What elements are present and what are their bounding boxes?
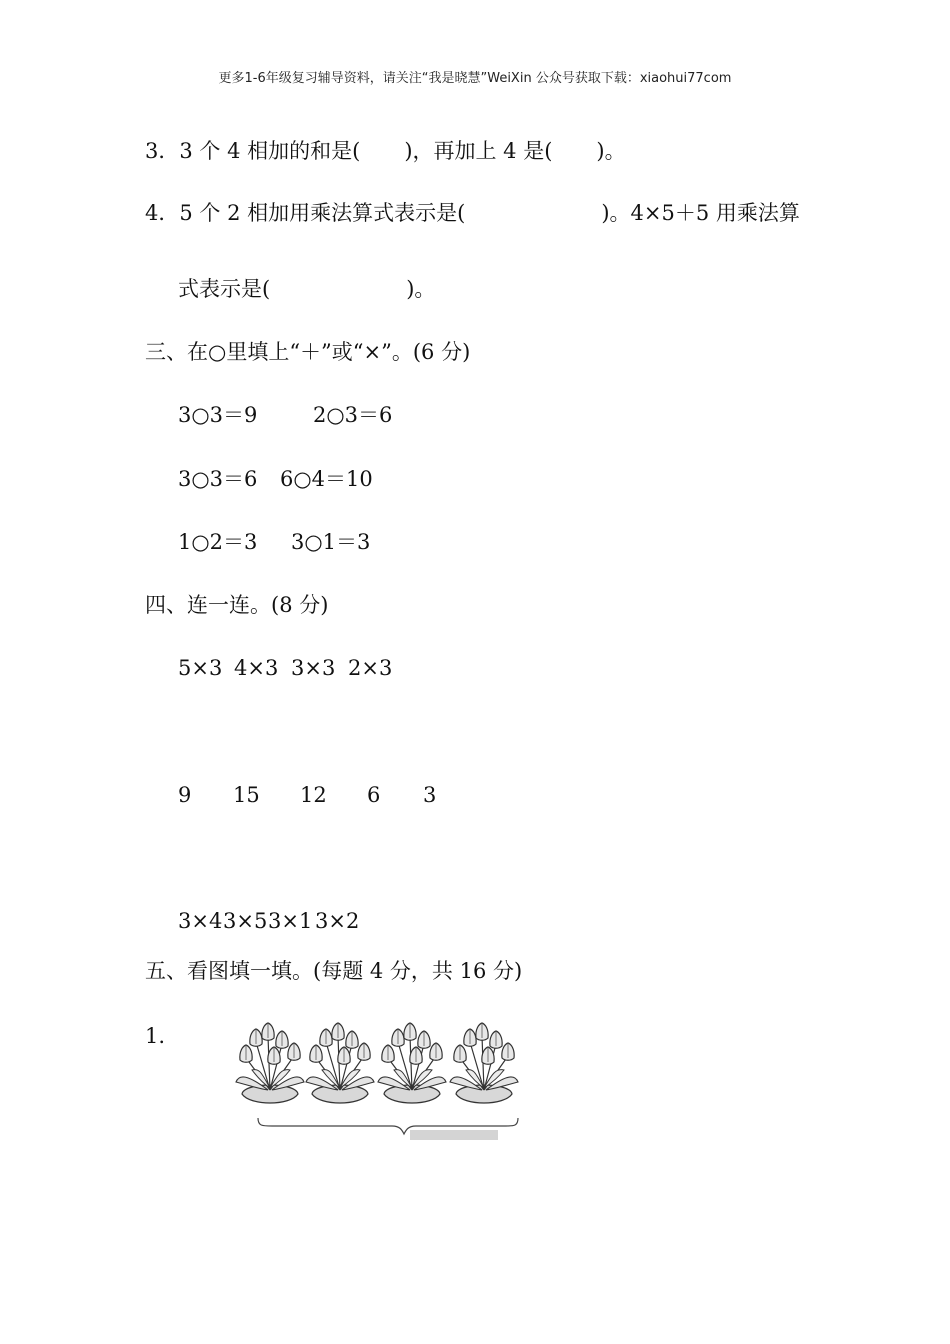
question-3-part-a: 3．3 个 4 相加的和是( (145, 139, 361, 163)
match-expression[interactable]: 3×5 (223, 909, 268, 933)
section-4-title: 四、连一连。(8 分) (145, 593, 329, 617)
equation: 2○3＝6 (313, 403, 393, 427)
question-3 (145, 138, 626, 164)
flower-pot (450, 1023, 518, 1103)
equation: 1○2＝3 (178, 530, 258, 554)
question-4-part-c: 式表示是( (178, 277, 271, 301)
equation: 3○3＝6 (178, 467, 258, 491)
equation: 3○3＝9 (178, 403, 258, 427)
match-number[interactable]: 3 (423, 783, 437, 807)
match-expression[interactable]: 3×4 (178, 909, 223, 933)
question-3-part-c: )。 (596, 139, 626, 163)
match-number[interactable]: 15 (233, 783, 260, 807)
question-4-line-1 (145, 200, 800, 226)
section-3-title: 三、在○里填上“＋”或“×”。(6 分) (145, 340, 471, 364)
question-3-part-b: )，再加上 4 是( (404, 139, 553, 163)
question-4-part-b: )。4×5＋5 用乘法算 (601, 201, 800, 225)
match-expression[interactable]: 3×3 (291, 656, 336, 680)
flower-pot (236, 1023, 304, 1103)
flower-pot (378, 1023, 446, 1103)
match-expression[interactable]: 3×2 (315, 909, 360, 933)
equation: 6○4＝10 (280, 467, 373, 491)
equation: 3○1＝3 (291, 530, 371, 554)
question-4-part-a: 4．5 个 2 相加用乘法算式表示是( (145, 201, 466, 225)
flower-pot (306, 1023, 374, 1103)
match-expression[interactable]: 4×3 (234, 656, 279, 680)
match-number[interactable]: 6 (367, 783, 381, 807)
match-number[interactable]: 12 (300, 783, 327, 807)
section-5-title: 五、看图填一填。(每题 4 分，共 16 分) (145, 959, 523, 983)
promo-header: 更多1-6年级复习辅导资料，请关注“我是晓慧”WeiXin 公众号获取下载：xiaohui77com (218, 71, 732, 86)
question-4-part-d: )。 (406, 277, 436, 301)
match-expression[interactable]: 3×1 (268, 909, 313, 933)
match-expression[interactable]: 2×3 (348, 656, 393, 680)
answer-box[interactable] (410, 1130, 498, 1140)
match-number[interactable]: 9 (178, 783, 192, 807)
flower-pots-illustration (232, 1022, 532, 1144)
question-4-line-2 (178, 276, 435, 302)
item-number: 1. (145, 1024, 166, 1048)
match-expression[interactable]: 5×3 (178, 656, 223, 680)
